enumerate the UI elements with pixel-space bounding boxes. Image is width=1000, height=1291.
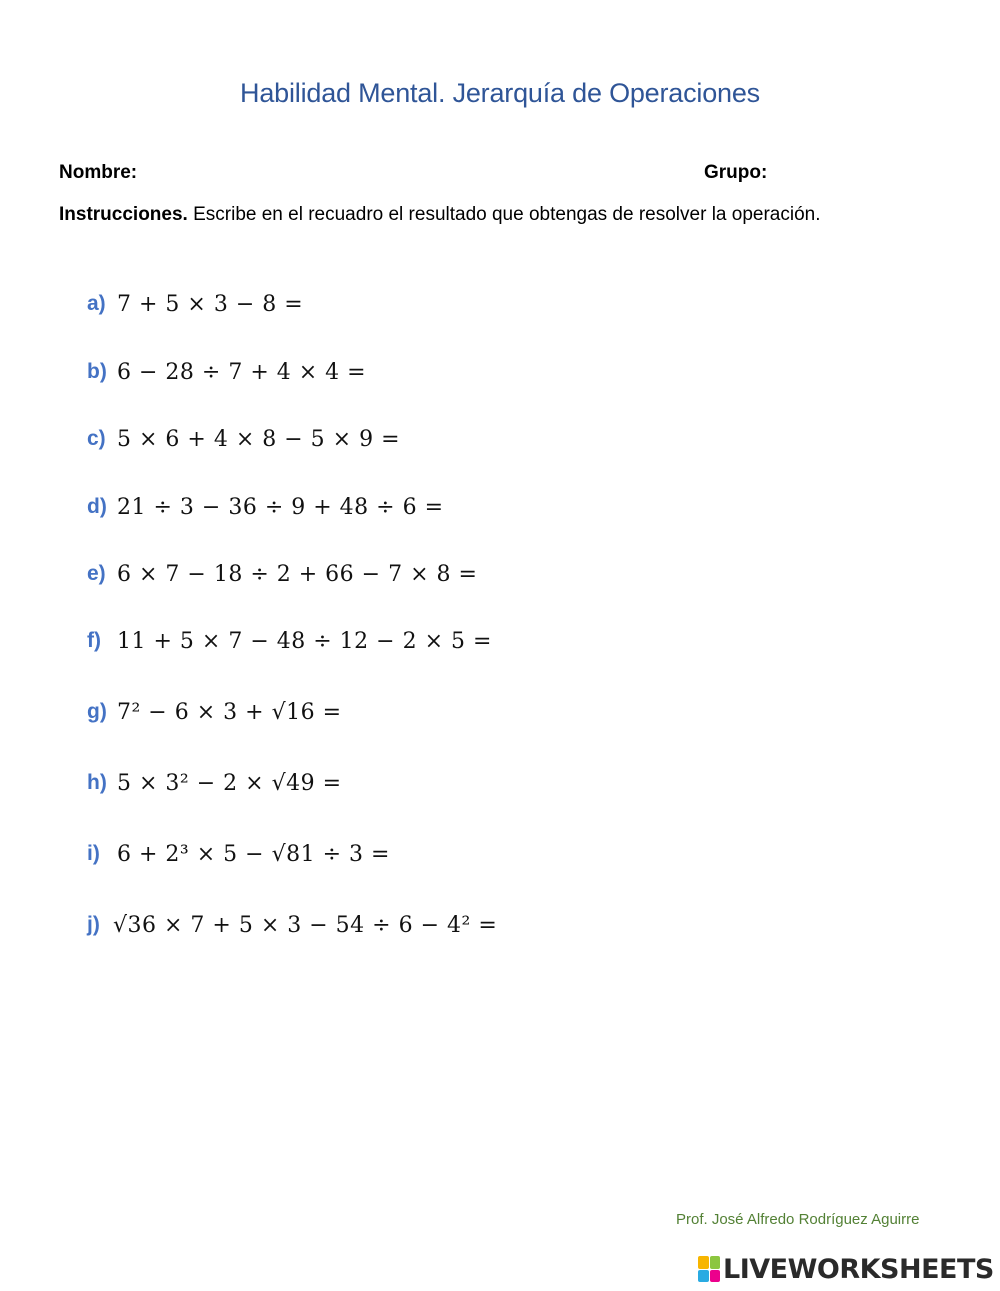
author-credit: Prof. José Alfredo Rodríguez Aguirre [676, 1211, 920, 1228]
exercise-expression: √36 × 7 + 5 × 3 − 54 ÷ 6 − 4² = [113, 912, 498, 938]
exercise-label: c) [87, 427, 106, 450]
exercise-a [87, 287, 303, 321]
exercise-f [87, 624, 492, 658]
exercise-expression: 6 − 28 ÷ 7 + 4 × 4 = [117, 359, 367, 385]
logo-text: LIVEWORKSHEETS [723, 1253, 994, 1285]
exercise-label: f) [87, 629, 101, 652]
exercise-label: i) [87, 842, 100, 865]
instructions-text: Escribe en el recuadro el resultado que obtengas de resolver la operación. [187, 204, 821, 225]
exercise-label: d) [87, 495, 107, 518]
logo-square-v [698, 1270, 709, 1283]
exercise-e [87, 557, 477, 591]
exercise-expression: 7² − 6 × 3 + √16 = [117, 699, 342, 725]
exercise-g [87, 695, 342, 729]
exercise-expression: 21 ÷ 3 − 36 ÷ 9 + 48 ÷ 6 = [117, 494, 444, 520]
logo-icon [698, 1256, 720, 1282]
exercise-label: e) [87, 562, 106, 585]
exercise-expression: 7 + 5 × 3 − 8 = [117, 291, 304, 317]
exercise-label: b) [87, 360, 107, 383]
exercise-expression: 11 + 5 × 7 − 48 ÷ 12 − 2 × 5 = [117, 628, 492, 654]
exercise-expression: 5 × 3² − 2 × √49 = [117, 770, 342, 796]
instructions-heading: Instrucciones. [59, 204, 188, 225]
exercise-expression: 6 + 2³ × 5 − √81 ÷ 3 = [117, 841, 390, 867]
exercise-c [87, 422, 400, 456]
exercise-label: h) [87, 771, 107, 794]
exercise-d [87, 490, 444, 524]
liveworksheets-logo [698, 1252, 994, 1286]
exercise-label: j) [87, 913, 100, 936]
exercise-expression: 6 × 7 − 18 ÷ 2 + 66 − 7 × 8 = [117, 561, 478, 587]
exercise-label: g) [87, 700, 107, 723]
instructions [59, 204, 821, 226]
page-title: Habilidad Mental. Jerarquía de Operaciones [240, 78, 760, 108]
exercise-b [87, 355, 366, 389]
logo-square-l [698, 1256, 709, 1269]
logo-square-e [710, 1270, 721, 1283]
exercise-i [87, 837, 390, 871]
exercise-expression: 5 × 6 + 4 × 8 − 5 × 9 = [117, 426, 401, 452]
exercise-h [87, 766, 342, 800]
exercise-label: a) [87, 292, 106, 315]
exercise-j [87, 908, 497, 942]
group-label: Grupo: [704, 162, 768, 183]
name-label: Nombre: [59, 162, 138, 183]
logo-square-i [710, 1256, 721, 1269]
